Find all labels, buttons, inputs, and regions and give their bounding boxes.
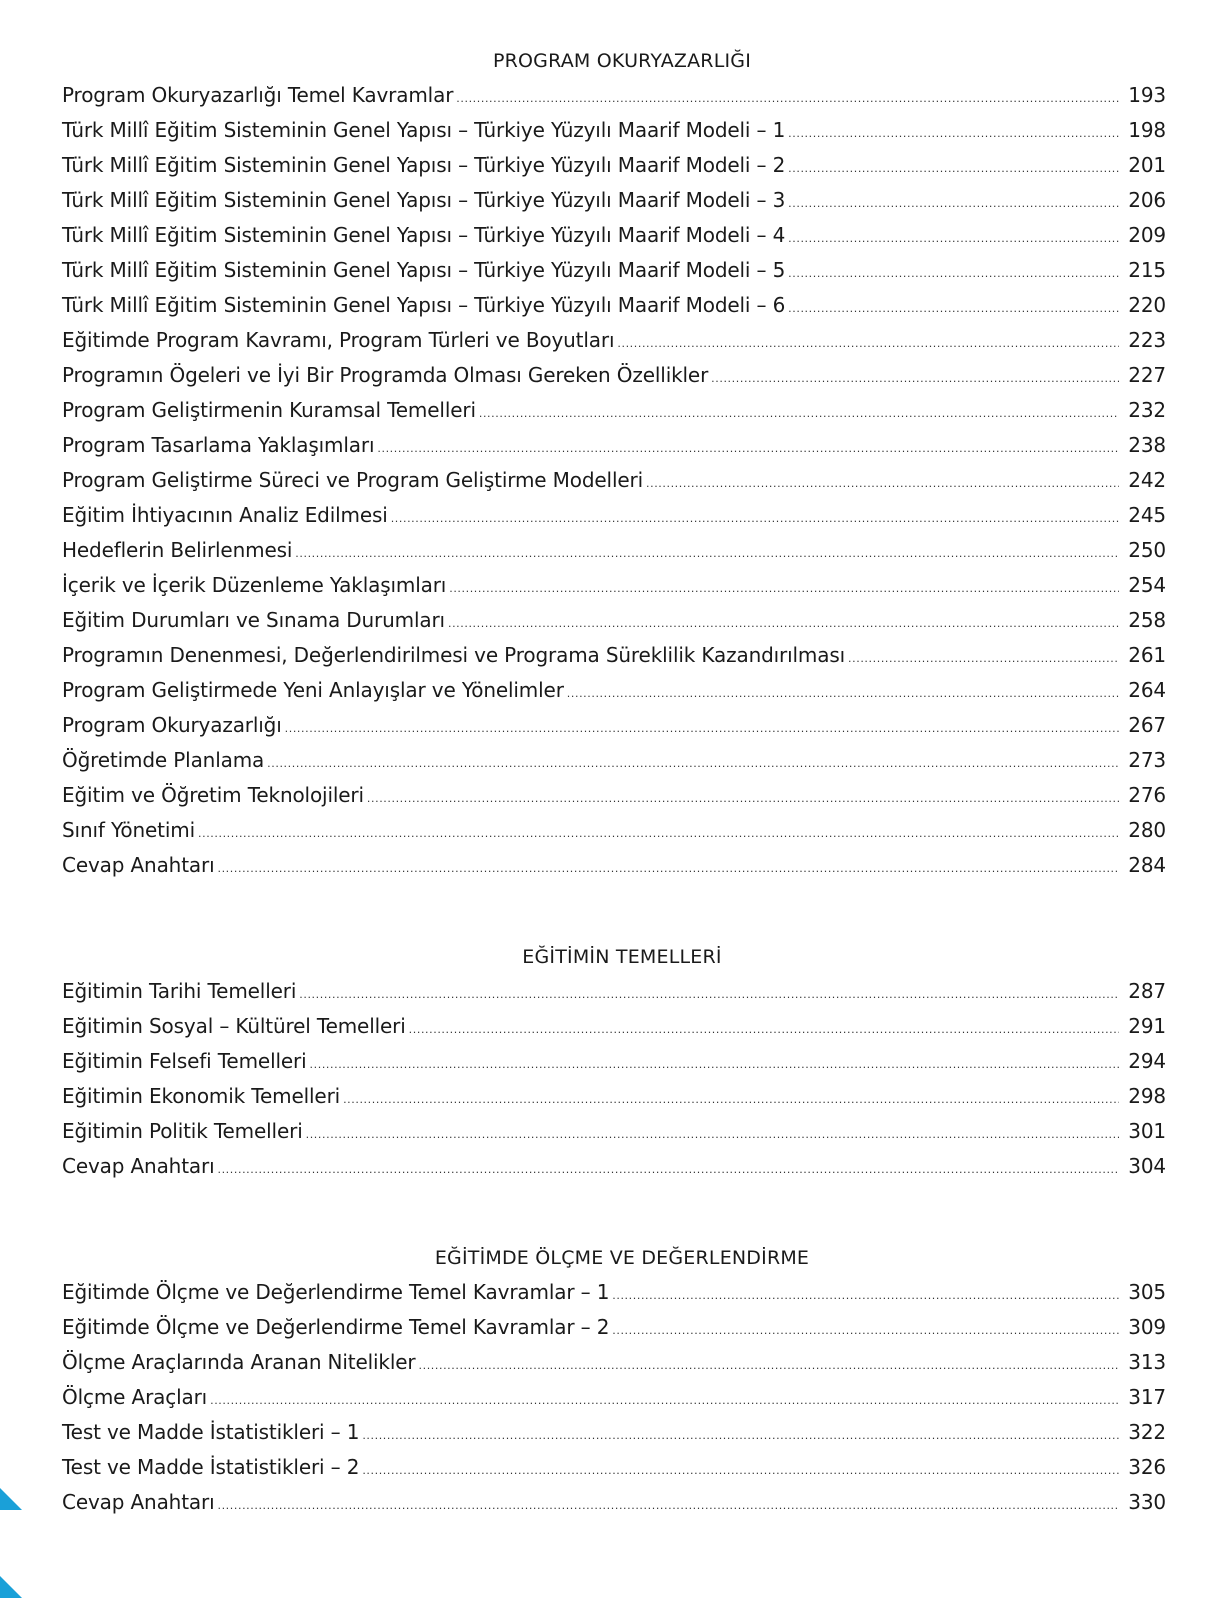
dot-leader xyxy=(788,256,1119,291)
table-of-contents xyxy=(62,44,1166,1520)
dot-leader xyxy=(711,361,1119,396)
toc-entry[interactable] xyxy=(62,1044,1166,1079)
toc-entry-title: Öğretimde Planlama xyxy=(62,748,265,772)
toc-entry-page: 198 xyxy=(1128,118,1166,142)
toc-entry[interactable] xyxy=(62,1345,1166,1380)
toc-entry[interactable] xyxy=(62,498,1166,533)
dot-leader xyxy=(217,1488,1119,1523)
toc-entry-page: 317 xyxy=(1128,1385,1166,1409)
dot-leader xyxy=(612,1278,1119,1313)
toc-entry-page: 242 xyxy=(1128,468,1166,492)
toc-entry-page: 273 xyxy=(1128,748,1166,772)
toc-entry-page: 201 xyxy=(1128,153,1166,177)
toc-entry-page: 267 xyxy=(1128,713,1166,737)
toc-entry[interactable] xyxy=(62,1275,1166,1310)
toc-entry-page: 261 xyxy=(1128,643,1166,667)
toc-entry-title: Ölçme Araçlarında Aranan Nitelikler xyxy=(62,1350,416,1374)
toc-entry[interactable] xyxy=(62,848,1166,883)
dot-leader xyxy=(267,746,1119,781)
dot-leader xyxy=(299,977,1119,1012)
dot-leader xyxy=(362,1418,1119,1453)
toc-section-egitimin-temelleri xyxy=(62,940,1166,1184)
dot-leader xyxy=(343,1082,1119,1117)
toc-entry-page: 304 xyxy=(1128,1154,1166,1178)
dot-leader xyxy=(285,711,1119,746)
toc-entry-title: Hedeflerin Belirlenmesi xyxy=(62,538,293,562)
toc-entry-page: 220 xyxy=(1128,293,1166,317)
section-title: PROGRAM OKURYAZARLIĞI xyxy=(492,50,752,72)
toc-entry[interactable] xyxy=(62,78,1166,113)
toc-entry[interactable] xyxy=(62,1114,1166,1149)
dot-leader xyxy=(788,221,1119,256)
toc-entry[interactable] xyxy=(62,113,1166,148)
toc-entry-title: Eğitimin Tarihi Temelleri xyxy=(62,979,297,1003)
toc-entry-title: Türk Millî Eğitim Sisteminin Genel Yapısı – Türkiye Yüzyılı Maarif Modeli – 4 xyxy=(62,223,786,247)
toc-entry-title: Eğitimde Ölçme ve Değerlendirme Temel Kavramlar – 1 xyxy=(62,1280,610,1304)
toc-entry[interactable] xyxy=(62,218,1166,253)
toc-entry-title: Sınıf Yönetimi xyxy=(62,818,195,842)
toc-entry-title: Cevap Anahtarı xyxy=(62,1490,215,1514)
toc-entry-page: 313 xyxy=(1128,1350,1166,1374)
toc-entry[interactable] xyxy=(62,638,1166,673)
toc-entry-page: 287 xyxy=(1128,979,1166,1003)
toc-entry-page: 232 xyxy=(1128,398,1166,422)
corner-accent-mark xyxy=(0,1576,22,1598)
toc-entry-title: Program Okuryazarlığı Temel Kavramlar xyxy=(62,83,454,107)
toc-entry[interactable] xyxy=(62,428,1166,463)
toc-entry-title: Cevap Anahtarı xyxy=(62,1154,215,1178)
dot-leader xyxy=(848,641,1119,676)
toc-entry-title: Program Geliştirmede Yeni Anlayışlar ve Yönelimler xyxy=(62,678,564,702)
toc-entry[interactable] xyxy=(62,1149,1166,1184)
toc-entry-page: 245 xyxy=(1128,503,1166,527)
dot-leader xyxy=(409,1012,1119,1047)
toc-entry-page: 294 xyxy=(1128,1049,1166,1073)
toc-entry-title: Program Tasarlama Yaklaşımları xyxy=(62,433,375,457)
toc-entry-title: İçerik ve İçerik Düzenleme Yaklaşımları xyxy=(62,573,447,597)
dot-leader xyxy=(617,326,1119,361)
toc-entry-title: Eğitim İhtiyacının Analiz Edilmesi xyxy=(62,503,388,527)
toc-entry-page: 291 xyxy=(1128,1014,1166,1038)
toc-entry-title: Test ve Madde İstatistikleri – 2 xyxy=(62,1455,360,1479)
toc-entry[interactable] xyxy=(62,463,1166,498)
toc-entry-page: 223 xyxy=(1128,328,1166,352)
toc-entry-page: 254 xyxy=(1128,573,1166,597)
dot-leader xyxy=(448,606,1119,641)
toc-entry-title: Eğitimin Sosyal – Kültürel Temelleri xyxy=(62,1014,406,1038)
toc-list xyxy=(62,974,1166,1184)
dot-leader xyxy=(391,501,1119,536)
toc-entry-title: Eğitimin Ekonomik Temelleri xyxy=(62,1084,341,1108)
toc-entry-page: 238 xyxy=(1128,433,1166,457)
toc-entry-page: 264 xyxy=(1128,678,1166,702)
toc-entry-page: 298 xyxy=(1128,1084,1166,1108)
dot-leader xyxy=(788,186,1119,221)
corner-accent-mark xyxy=(0,1488,22,1510)
section-title: EĞİTİMDE ÖLÇME VE DEĞERLENDİRME xyxy=(434,1247,810,1269)
toc-section-program-okuryazarligi xyxy=(62,44,1166,883)
dot-leader xyxy=(377,431,1119,466)
toc-entry-title: Programın Denenmesi, Değerlendirilmesi ve Programa Süreklilik Kazandırılması xyxy=(62,643,846,667)
dot-leader xyxy=(198,816,1119,851)
toc-entry-title: Eğitim ve Öğretim Teknolojileri xyxy=(62,783,364,807)
toc-entry-page: 227 xyxy=(1128,363,1166,387)
toc-entry[interactable] xyxy=(62,1079,1166,1114)
toc-entry-title: Eğitimde Ölçme ve Değerlendirme Temel Kavramlar – 2 xyxy=(62,1315,610,1339)
toc-list xyxy=(62,1275,1166,1520)
dot-leader xyxy=(310,1047,1119,1082)
dot-leader xyxy=(788,151,1119,186)
toc-entry-page: 305 xyxy=(1128,1280,1166,1304)
toc-entry-title: Eğitimin Politik Temelleri xyxy=(62,1119,303,1143)
toc-list xyxy=(62,78,1166,883)
toc-entry[interactable] xyxy=(62,393,1166,428)
toc-entry-page: 309 xyxy=(1128,1315,1166,1339)
dot-leader xyxy=(788,291,1119,326)
toc-entry-page: 276 xyxy=(1128,783,1166,807)
dot-leader xyxy=(295,536,1119,571)
toc-entry-title: Program Okuryazarlığı xyxy=(62,713,282,737)
toc-entry[interactable] xyxy=(62,253,1166,288)
toc-entry[interactable] xyxy=(62,603,1166,638)
dot-leader xyxy=(217,851,1119,886)
dot-leader xyxy=(456,81,1119,116)
toc-entry[interactable] xyxy=(62,183,1166,218)
toc-entry-title: Eğitimde Program Kavramı, Program Türleri ve Boyutları xyxy=(62,328,615,352)
dot-leader xyxy=(788,116,1119,151)
toc-entry-page: 193 xyxy=(1128,83,1166,107)
toc-entry-page: 301 xyxy=(1128,1119,1166,1143)
dot-leader xyxy=(362,1453,1119,1488)
toc-entry-page: 206 xyxy=(1128,188,1166,212)
toc-entry-title: Program Geliştirme Süreci ve Program Geliştirme Modelleri xyxy=(62,468,643,492)
toc-entry[interactable] xyxy=(62,358,1166,393)
toc-entry[interactable] xyxy=(62,1485,1166,1520)
dot-leader xyxy=(367,781,1119,816)
toc-entry-page: 326 xyxy=(1128,1455,1166,1479)
dot-leader xyxy=(449,571,1119,606)
toc-entry-page: 284 xyxy=(1128,853,1166,877)
toc-entry[interactable] xyxy=(62,673,1166,708)
toc-entry-page: 215 xyxy=(1128,258,1166,282)
dot-leader xyxy=(306,1117,1119,1152)
toc-entry-page: 209 xyxy=(1128,223,1166,247)
toc-entry[interactable] xyxy=(62,148,1166,183)
section-title: EĞİTİMİN TEMELLERİ xyxy=(522,946,722,968)
toc-entry-title: Eğitimin Felsefi Temelleri xyxy=(62,1049,307,1073)
toc-entry[interactable] xyxy=(62,1009,1166,1044)
toc-entry-title: Türk Millî Eğitim Sisteminin Genel Yapısı – Türkiye Yüzyılı Maarif Modeli – 6 xyxy=(62,293,786,317)
toc-entry-title: Test ve Madde İstatistikleri – 1 xyxy=(62,1420,360,1444)
toc-entry-page: 250 xyxy=(1128,538,1166,562)
toc-entry-title: Ölçme Araçları xyxy=(62,1385,208,1409)
toc-entry-title: Cevap Anahtarı xyxy=(62,853,215,877)
dot-leader xyxy=(217,1152,1119,1187)
toc-entry-page: 330 xyxy=(1128,1490,1166,1514)
toc-entry[interactable] xyxy=(62,1380,1166,1415)
toc-entry[interactable] xyxy=(62,288,1166,323)
toc-entry[interactable] xyxy=(62,568,1166,603)
dot-leader xyxy=(210,1383,1119,1418)
toc-entry[interactable] xyxy=(62,743,1166,778)
toc-entry[interactable] xyxy=(62,708,1166,743)
toc-entry[interactable] xyxy=(62,974,1166,1009)
toc-entry[interactable] xyxy=(62,813,1166,848)
dot-leader xyxy=(646,466,1119,501)
toc-entry[interactable] xyxy=(62,323,1166,358)
toc-entry[interactable] xyxy=(62,778,1166,813)
dot-leader xyxy=(419,1348,1120,1383)
toc-entry[interactable] xyxy=(62,533,1166,568)
toc-entry-title: Türk Millî Eğitim Sisteminin Genel Yapısı – Türkiye Yüzyılı Maarif Modeli – 1 xyxy=(62,118,786,142)
toc-entry-title: Türk Millî Eğitim Sisteminin Genel Yapısı – Türkiye Yüzyılı Maarif Modeli – 2 xyxy=(62,153,786,177)
toc-entry[interactable] xyxy=(62,1450,1166,1485)
toc-entry-title: Türk Millî Eğitim Sisteminin Genel Yapısı – Türkiye Yüzyılı Maarif Modeli – 3 xyxy=(62,188,786,212)
toc-section-egitimde-olcme-ve-degerlendirme xyxy=(62,1241,1166,1520)
toc-entry-page: 258 xyxy=(1128,608,1166,632)
dot-leader xyxy=(479,396,1119,431)
toc-entry-page: 280 xyxy=(1128,818,1166,842)
toc-entry-title: Programın Ögeleri ve İyi Bir Programda Olması Gereken Özellikler xyxy=(62,363,709,387)
toc-entry-title: Eğitim Durumları ve Sınama Durumları xyxy=(62,608,445,632)
toc-entry-page: 322 xyxy=(1128,1420,1166,1444)
toc-entry-title: Program Geliştirmenin Kuramsal Temelleri xyxy=(62,398,476,422)
toc-entry-title: Türk Millî Eğitim Sisteminin Genel Yapısı – Türkiye Yüzyılı Maarif Modeli – 5 xyxy=(62,258,786,282)
toc-entry[interactable] xyxy=(62,1310,1166,1345)
dot-leader xyxy=(567,676,1119,711)
toc-entry[interactable] xyxy=(62,1415,1166,1450)
dot-leader xyxy=(612,1313,1119,1348)
